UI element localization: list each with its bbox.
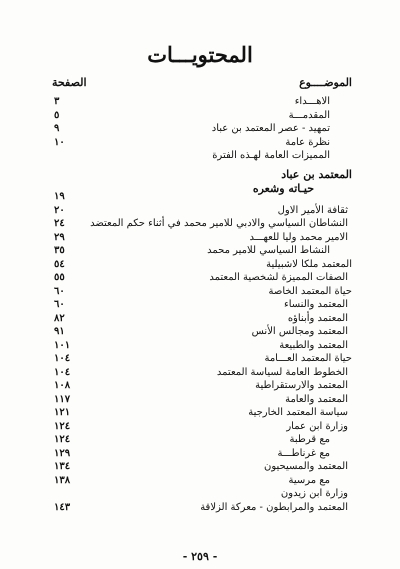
toc-entry bbox=[52, 122, 352, 136]
toc-entry-page: ٨٢ bbox=[54, 312, 65, 324]
toc-entry-page: ٥ bbox=[54, 109, 60, 121]
toc-entry bbox=[52, 285, 352, 299]
toc-entry-page: ١٠ bbox=[54, 136, 65, 148]
toc-entry-title: مع مرسية bbox=[288, 474, 330, 486]
toc-entry-title: الاهـــداء bbox=[294, 96, 330, 107]
toc-entry bbox=[52, 258, 352, 272]
toc-entry bbox=[52, 420, 352, 434]
toc-entry bbox=[52, 406, 352, 420]
toc-entry-title: حياة المعتمد الخاصة bbox=[268, 285, 352, 297]
toc-entry-page: ١٢٩ bbox=[54, 447, 71, 459]
toc-entry bbox=[52, 298, 352, 312]
toc-entry bbox=[52, 149, 352, 163]
topic-column-header: الموضــــوع bbox=[299, 76, 352, 89]
toc-entry-page: ٩١ bbox=[54, 326, 65, 337]
toc-entry-page: ٥٥ bbox=[54, 272, 65, 283]
toc-entry-title: المعتمد والعامة bbox=[285, 393, 348, 405]
toc-entry bbox=[52, 447, 352, 461]
toc-entry-page: ٣٥ bbox=[54, 245, 65, 256]
toc-entry-title: الامير محمد وليا للعهـــد bbox=[249, 231, 348, 243]
toc-entry bbox=[52, 352, 352, 366]
toc-entry-title: وزارة ابن زيدون bbox=[280, 488, 348, 499]
toc-entry-title: المعتمد والمسيحيون bbox=[263, 461, 348, 472]
page-number: - ٢٥٩ - bbox=[182, 550, 218, 563]
toc-entry-title: النشاط السياسي للامير محمد bbox=[207, 245, 330, 256]
toc-entry bbox=[52, 379, 352, 393]
page-column-header: الصفحة bbox=[52, 76, 87, 89]
toc-entry-page: ٥٤ bbox=[54, 258, 65, 270]
toc-entry-title: حياة المعتمد العـــامة bbox=[264, 353, 352, 364]
toc-entry-page: ٦٠ bbox=[54, 285, 65, 297]
toc-entry bbox=[52, 339, 352, 353]
toc-entry bbox=[52, 136, 352, 150]
section-heading-line2: حيـاته وشعره bbox=[252, 182, 314, 195]
toc-entry bbox=[52, 460, 352, 474]
toc-entry bbox=[52, 487, 352, 501]
toc-entry-page: ١٠٨ bbox=[54, 380, 71, 391]
toc-entry-page: ١٣٨ bbox=[54, 474, 71, 486]
toc-entry bbox=[52, 271, 352, 285]
toc-entry-page: ١٠٤ bbox=[54, 353, 71, 364]
toc-entry-title: تمهيد - عصر المعتمد بن عباد bbox=[211, 123, 330, 134]
toc-entry-page: ٢٩ bbox=[54, 231, 65, 243]
toc-entry bbox=[52, 474, 352, 488]
toc-entry-page: ١٤٣ bbox=[54, 501, 71, 513]
toc-entry-title: ثقافة الأمير الاول bbox=[277, 204, 348, 216]
toc-entry-title: المعتمد والمرابطون - معركة الزلاقة bbox=[200, 501, 348, 513]
toc-entry-page: ١٠٤ bbox=[54, 366, 71, 378]
toc-entry-title: المعتمد ملكا لاشبيلية bbox=[266, 258, 352, 270]
toc-entry-page: ٢٠ bbox=[54, 204, 65, 216]
toc-entry-title: المعتمد ومجالس الأنس bbox=[251, 326, 348, 337]
toc-entry bbox=[52, 433, 352, 447]
toc-entry-title: مع غرناطـــة bbox=[277, 447, 330, 459]
toc-entry-page: ١٠١ bbox=[54, 339, 71, 351]
toc-entry-title: الصفات المميزة لشخصية المعتمد bbox=[209, 272, 348, 283]
toc-entry-title: المميزات العامة لهـذه الفترة bbox=[212, 150, 330, 161]
toc-entry bbox=[52, 109, 352, 123]
toc-entry bbox=[52, 312, 352, 326]
toc-entry bbox=[52, 204, 352, 218]
toc-entry-title: وزارة ابن عمار bbox=[286, 420, 348, 432]
section-heading-line1: المعتمد بن عباد bbox=[281, 168, 352, 181]
toc-entry bbox=[52, 244, 352, 258]
column-headers bbox=[52, 76, 352, 92]
toc-entry bbox=[52, 501, 352, 515]
toc-entry-title: المقدمـــة bbox=[288, 109, 330, 121]
toc-entry-title: سياسة المعتمد الخارجية bbox=[248, 407, 348, 418]
toc-entry-page: ٩ bbox=[54, 123, 60, 134]
toc-entry-title: الخطوط العامة لسياسة المعتمد bbox=[216, 366, 348, 378]
toc-entry-page: ١٩ bbox=[54, 191, 65, 202]
toc-entry-page: ٣ bbox=[54, 96, 60, 107]
page-title: المحتويـــات bbox=[147, 42, 253, 67]
toc-entry bbox=[52, 366, 352, 380]
toc-entry bbox=[52, 95, 352, 109]
toc-entry-title: نظرة عامة bbox=[285, 136, 330, 148]
toc-entry-title: النشاطان السياسي والادبي للامير محمد في أثناء حكم المعتضد bbox=[90, 218, 348, 229]
toc-group-main bbox=[52, 190, 352, 514]
toc-entry bbox=[52, 325, 352, 339]
toc-entry-title: المعتمد والطبيعة bbox=[279, 339, 348, 351]
toc-entry-page: ٦٠ bbox=[54, 299, 65, 310]
toc-entry-page: ١٢١ bbox=[54, 407, 71, 418]
toc-entry-page: ١٢٤ bbox=[54, 434, 71, 445]
toc-entry-title: مع قرطبة bbox=[289, 434, 330, 445]
toc-entry-page: ١٢٤ bbox=[54, 420, 71, 432]
toc-group-front-matter bbox=[52, 95, 352, 163]
toc-entry-title: المعتمد وأبناؤه bbox=[287, 312, 348, 324]
toc-entry bbox=[52, 217, 352, 231]
toc-entry-page: ١٣٤ bbox=[54, 461, 71, 472]
toc-entry-page: ٢٤ bbox=[54, 218, 65, 229]
toc-entry-title: المعتمد والنساء bbox=[284, 299, 348, 310]
toc-entry bbox=[52, 393, 352, 407]
toc-entry bbox=[52, 231, 352, 245]
toc-entry-title: المعتمد والارستقراطية bbox=[255, 380, 348, 391]
toc-entry bbox=[52, 190, 352, 204]
toc-entry-page: ١١٧ bbox=[54, 393, 71, 405]
